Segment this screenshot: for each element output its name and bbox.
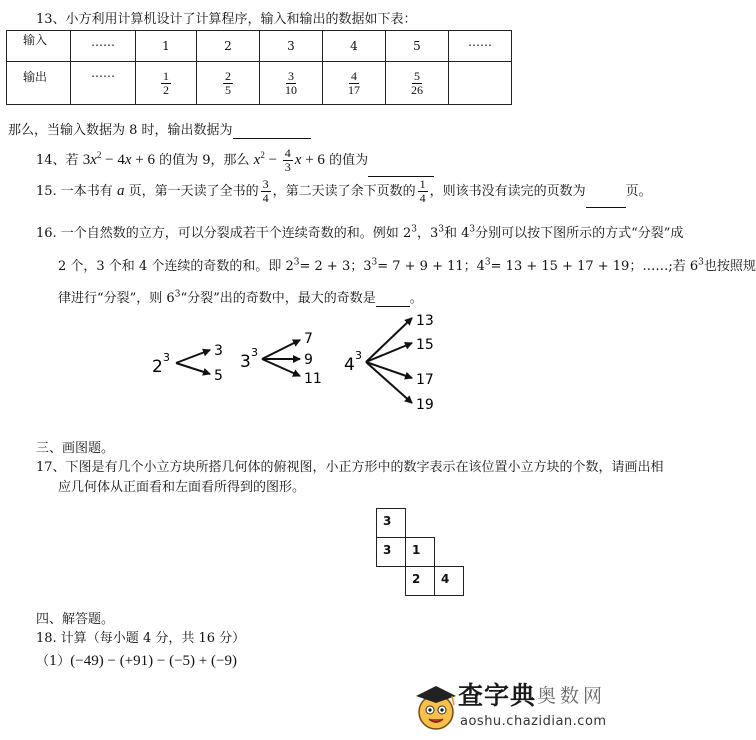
table-cell-input: 4 (323, 31, 386, 62)
q16-text: 2 个，3 个和 4 个连续的奇数的和。即 2 (58, 259, 294, 274)
odd-5: 5 (214, 368, 223, 384)
frac-num: 3 (288, 68, 294, 83)
q16-text: “分裂”出的奇数中，最大的奇数是 (180, 291, 376, 306)
q16-text: 分别可以按下图所示的方式“分裂”成 (475, 226, 684, 241)
q14-mid: 的值为 9，那么 (159, 153, 250, 168)
q18-sub1-expression: (−49) − (+91) − (−5) + (−9) (70, 653, 237, 669)
odd-19: 19 (416, 397, 434, 413)
odd-11: 11 (304, 371, 322, 387)
frac-num: 2 (225, 68, 231, 83)
odd-3: 3 (214, 343, 223, 359)
grid-cell: 3 (376, 508, 406, 538)
section-3-heading: 三、画图题。 (36, 441, 115, 456)
q15-p5: 页。 (625, 184, 652, 199)
answer-blank (586, 177, 626, 208)
table-cell-input: 1 (136, 31, 197, 62)
answer-blank (376, 291, 410, 307)
q16-text: 16. 一个自然数的立方，可以分裂成若干个连续奇数的和。例如 2 (36, 226, 412, 241)
watermark-url: aoshu.chazidian.com (460, 714, 607, 729)
watermark-brand: 查字典 (458, 681, 537, 710)
table-cell-dots: …… (71, 31, 136, 62)
arrow (262, 359, 300, 376)
frac-num: 1 (419, 177, 426, 192)
table-cell-output (197, 62, 260, 105)
q14-question (36, 140, 434, 177)
table-cell-output (386, 62, 449, 105)
base-4: 4 (344, 355, 355, 375)
q16-text: 。 (409, 291, 423, 306)
q15-var: a (116, 183, 125, 199)
grid-cell: 4 (434, 566, 464, 596)
q17-line1: 17、下图是有几个小立方块所搭几何体的俯视图，小正方形中的数字表示在该位置小立方块的个数，请画出相 (36, 460, 664, 475)
odd-17: 17 (416, 372, 434, 388)
q15-p1: 15. 一本书有 (36, 184, 113, 199)
q15-p4: ，则该书没有读完的页数为 (429, 184, 586, 199)
arrow (262, 340, 300, 359)
table-cell-dots: …… (71, 62, 136, 105)
q16-text: ，3 (416, 226, 439, 241)
superscript: 3 (469, 224, 476, 235)
odd-9: 9 (304, 352, 313, 368)
q13-io-table (6, 30, 512, 105)
arrow (366, 343, 412, 362)
watermark-site-name: 奥数网 (537, 685, 607, 707)
answer-blank (233, 123, 311, 139)
frac-den: 10 (285, 82, 297, 97)
section-4-heading: 四、解答题。 (36, 612, 115, 627)
frac-num: 4 (351, 68, 357, 83)
arrow (366, 318, 412, 362)
output-row-label: 输出 (7, 62, 71, 105)
odd-13: 13 (416, 313, 434, 329)
frac-den: 4 (419, 191, 426, 205)
watermark-logo (412, 672, 638, 740)
q18-title: 18. 计算（每小题 4 分，共 16 分） (36, 631, 246, 646)
q15-question (36, 176, 652, 208)
q16-text: 也按照规 (703, 259, 756, 274)
superscript: 3 (174, 289, 181, 300)
answer-blank (368, 146, 434, 177)
superscript: 3 (293, 257, 300, 268)
table-cell-empty (449, 62, 512, 105)
cube-split-diagram (140, 308, 460, 418)
frac-num: 5 (414, 68, 420, 83)
frac-den: 26 (411, 82, 423, 97)
table-cell-output (136, 62, 197, 105)
frac-num: 3 (262, 177, 269, 192)
q13-header: 13、小方利用计算机设计了计算程序，输入和输出的数据如下表： (36, 12, 417, 27)
frac-den: 2 (163, 82, 169, 97)
q13-followup (8, 119, 311, 139)
superscript: 3 (698, 257, 704, 268)
q13-followup-text: 那么，当输入数据为 8 时，输出数据为 (8, 123, 233, 138)
base-sup: 3 (163, 351, 170, 364)
grid-cell: 3 (376, 537, 406, 567)
q16-text: 律进行“分裂”，则 6 (58, 291, 175, 306)
q16-text: = 13 + 15 + 17 + 19；……;若 6 (490, 259, 699, 274)
base-2: 2 (152, 357, 163, 377)
q16-text: = 2 + 3；3 (299, 259, 372, 274)
frac-den: 17 (348, 82, 360, 97)
table-cell-input: 5 (386, 31, 449, 62)
base-sup: 3 (251, 346, 258, 359)
q18-sub1 (36, 650, 237, 670)
superscript: 3 (371, 257, 378, 268)
q16-text: 和 4 (443, 226, 470, 241)
q15-p2: 页，第一天读了全书的 (128, 184, 259, 199)
superscript: 3 (411, 224, 417, 235)
q18-sub1-label: （1） (36, 654, 71, 669)
arrow (176, 363, 210, 374)
superscript: 3 (484, 257, 491, 268)
q15-frac2 (418, 178, 428, 204)
table-cell-input: 2 (197, 31, 260, 62)
expr-3x2-4x6: $3x^2 - 4x + 6$ (82, 150, 155, 168)
q14-prefix: 14、若 (36, 153, 79, 168)
superscript: 3 (438, 224, 444, 235)
q15-frac1 (261, 178, 271, 204)
expr-x2-43x6: $x^2$ − $\frac{4}{3}$ x + 6 (253, 146, 325, 175)
q15-p3: ，第二天读了余下页数的 (272, 184, 416, 199)
q16-text: = 7 + 9 + 11；4 (377, 259, 485, 274)
q16-line3 (58, 287, 423, 307)
grid-cell: 2 (405, 566, 435, 596)
table-cell-output (323, 62, 386, 105)
grid-cell: 1 (405, 537, 435, 567)
frac-den: 5 (225, 82, 231, 97)
q17-line2: 应几何体从正面看和左面看所得到的图形。 (58, 480, 306, 495)
table-cell-input: 3 (260, 31, 323, 62)
q14-suffix: 的值为 (329, 153, 369, 168)
arrow (176, 350, 210, 363)
base-3: 3 (240, 352, 251, 372)
table-cell-dots: …… (449, 31, 512, 62)
q16-line2 (58, 255, 756, 274)
frac-den: 4 (262, 191, 269, 205)
q16-line1 (36, 222, 683, 241)
table-cell-output (260, 62, 323, 105)
frac-num: 1 (163, 68, 169, 83)
input-row-label: 输入 (7, 31, 71, 62)
odd-15: 15 (416, 337, 434, 353)
arrow (366, 362, 412, 403)
arrow (366, 362, 412, 378)
base-sup: 3 (355, 349, 362, 362)
odd-7: 7 (304, 331, 313, 347)
